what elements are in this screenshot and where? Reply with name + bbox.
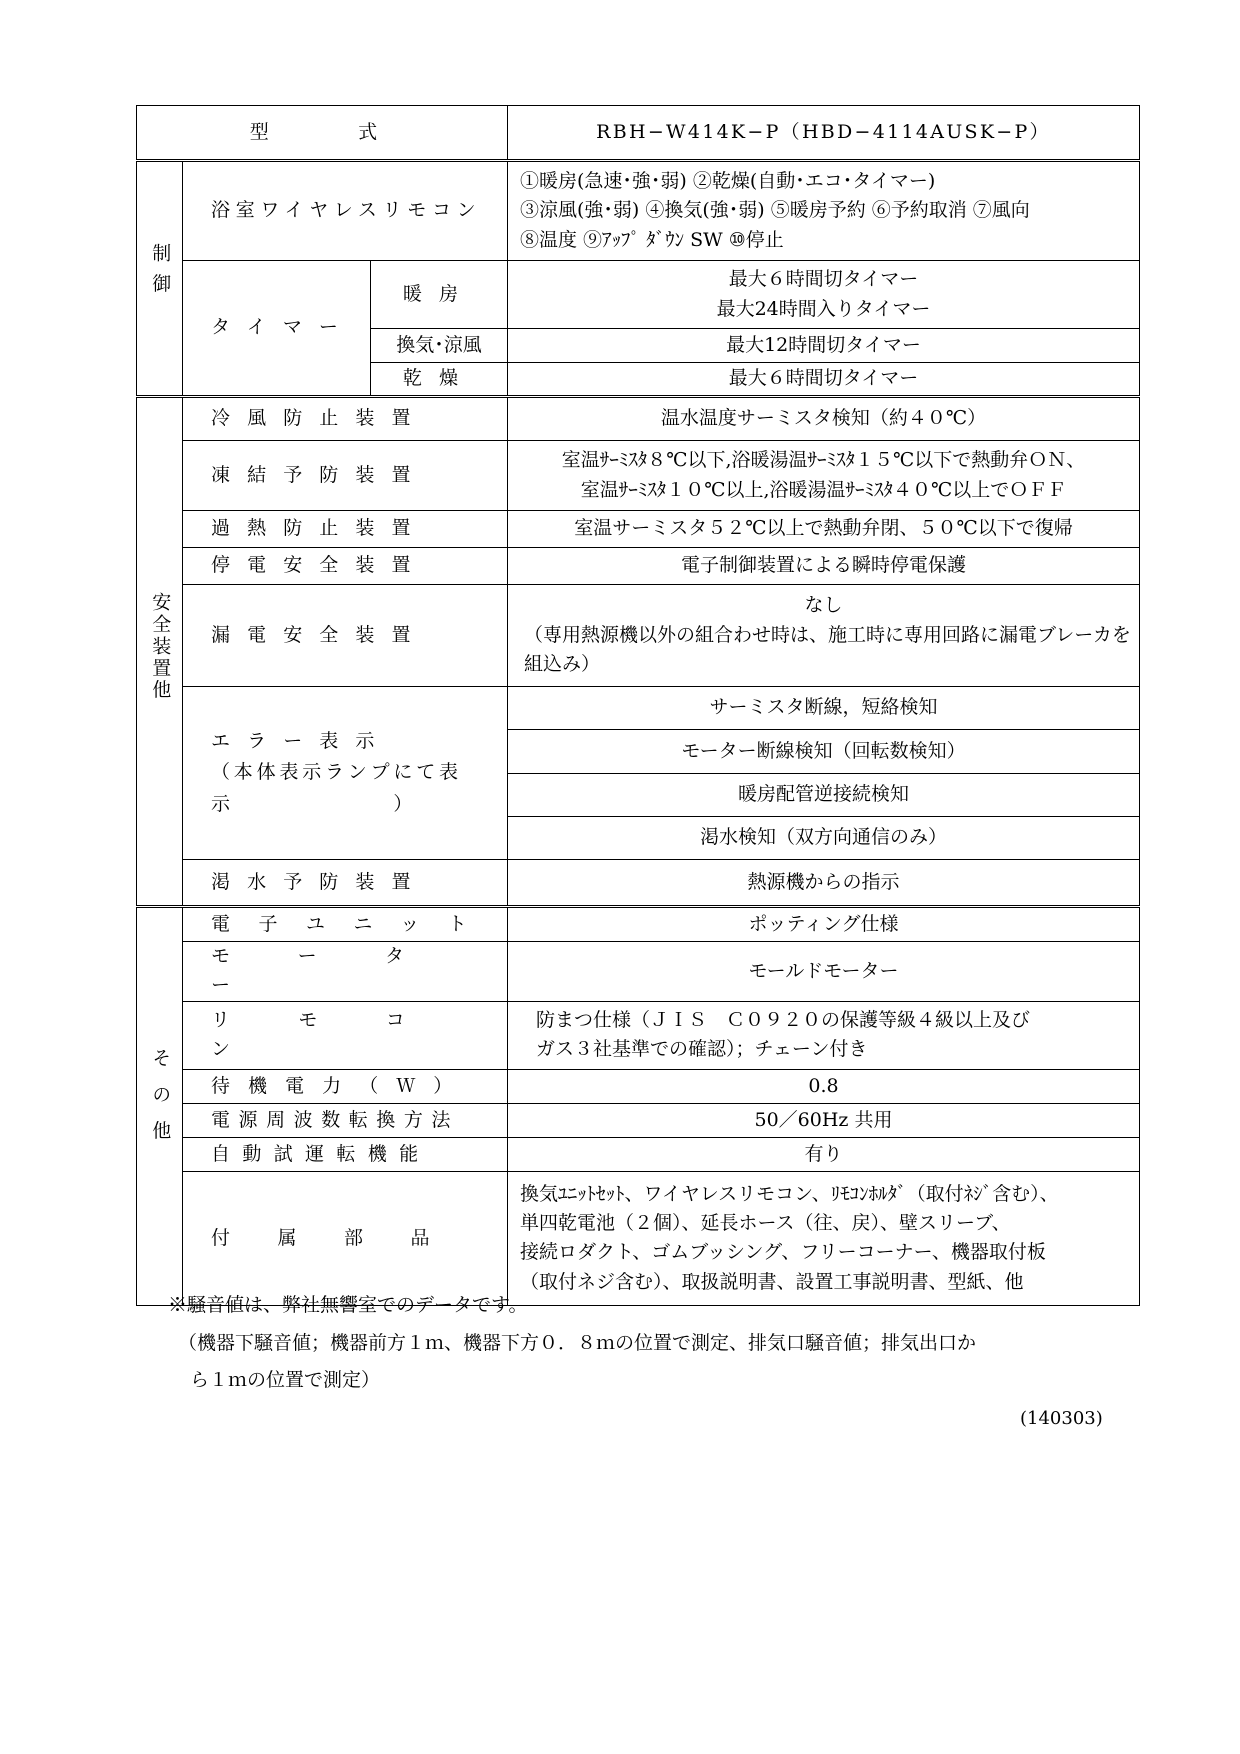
electronic-value: ポッティング仕様 — [508, 907, 1140, 942]
noise-note-2: （機器下騒音値；機器前方１ｍ、機器下方０．８ｍの位置で測定、排気口騒音値；排気出口か — [178, 1332, 977, 1354]
group-safety — [137, 397, 183, 907]
timer-vent-value: 最大12時間切タイマー — [508, 329, 1140, 363]
leak-value — [508, 585, 1140, 687]
leak-line-1: なし — [804, 594, 843, 617]
freq-value: 50／60Hz 共用 — [508, 1103, 1140, 1137]
accessories-line-4: （取付ネジ含む）、取扱説明書、設置工事説明書、型紙、他 — [520, 1270, 1024, 1293]
error-item-1: サーミスタ断線，短絡検知 — [508, 687, 1140, 730]
remote-label: 浴室ワイヤレスリモコン — [183, 161, 508, 261]
error-item-2: モーター断線検知（回転数検知） — [508, 730, 1140, 774]
accessories-label: 付属部品 — [183, 1171, 508, 1305]
document-code: (140303) — [1020, 1408, 1103, 1429]
timer-heating-line-2: 最大24時間入りタイマー — [716, 297, 931, 320]
group-control — [137, 161, 183, 397]
outage-label: 停電安全装置 — [183, 548, 508, 585]
motor-value: モールドモーター — [508, 942, 1140, 1002]
remote-spec-line-1: 防まつ仕様（ＪＩＳ Ｃ０９２０の保護等級４級以上及び — [536, 1008, 1031, 1031]
timer-heating-label: 暖房 — [371, 261, 508, 329]
timer-heating-line-1: 最大６時間切タイマー — [728, 268, 919, 291]
drought-label: 渇水予防装置 — [183, 860, 508, 907]
remote-line-2: ③涼風(強･弱) ④換気(強･弱) ⑤暖房予約 ⑥予約取消 ⑦風向 — [520, 199, 1030, 222]
timer-label: タイマー — [183, 261, 371, 397]
header-label: 型 式 — [137, 106, 508, 161]
standby-label: 待機電力（Ｗ） — [183, 1069, 508, 1103]
noise-note-3: ら１ｍの位置で測定） — [190, 1369, 381, 1391]
group-other-label: その他 — [149, 1047, 172, 1156]
drought-value: 熱源機からの指示 — [508, 860, 1140, 907]
remote-line-1: ①暖房(急速･強･弱) ②乾燥(自動･エコ･タイマー) — [520, 169, 936, 192]
cold-air-label: 冷風防止装置 — [183, 397, 508, 441]
outage-value: 電子制御装置による瞬時停電保護 — [508, 548, 1140, 585]
error-item-4: 渇水検知（双方向通信のみ） — [508, 817, 1140, 860]
accessories-line-2: 単四乾電池（２個）、延長ホース（往、戻）、壁スリーブ、 — [520, 1211, 1011, 1234]
error-label-line-2: （本体表示ランプにて表 — [211, 761, 462, 784]
timer-dry-label: 乾燥 — [371, 363, 508, 397]
freeze-line-1: 室温ｻｰﾐｽﾀ８℃以下,浴暖湯温ｻｰﾐｽﾀ１５℃以下で熱動弁ＯＮ、 — [561, 449, 1086, 472]
timer-dry-value: 最大６時間切タイマー — [508, 363, 1140, 397]
freeze-value — [508, 441, 1140, 511]
remote-spec-label: リモコン — [183, 1001, 508, 1069]
timer-vent-label: 換気･涼風 — [371, 329, 508, 363]
accessories-line-1: 換気ﾕﾆｯﾄｾｯﾄ、ワイヤレスリモコン、ﾘﾓｺﾝﾎﾙﾀﾞ（取付ﾈｼﾞ含む）、 — [520, 1182, 1059, 1205]
motor-label: モーター — [183, 942, 508, 1002]
model-number: RBH−W414K−P（HBD−4114AUSK−P） — [508, 106, 1140, 161]
remote-spec-line-2: ガス３社基準での確認）；チェーン付き — [536, 1038, 868, 1061]
noise-note-1: ※騒音値は、弊社無響室でのデータです。 — [168, 1294, 528, 1316]
freq-label: 電源周波数転換方法 — [183, 1103, 508, 1137]
spec-table — [136, 105, 1140, 1306]
group-other — [137, 907, 183, 1306]
electronic-label: 電子ユニット — [183, 907, 508, 942]
accessories-value — [508, 1171, 1140, 1305]
freeze-label: 凍結予防装置 — [183, 441, 508, 511]
remote-functions — [508, 161, 1140, 261]
auto-test-label: 自動試運転機能 — [183, 1137, 508, 1171]
error-item-3: 暖房配管逆接続検知 — [508, 774, 1140, 817]
standby-value: 0.8 — [508, 1069, 1140, 1103]
group-safety-label: 安全装置他 — [149, 592, 172, 702]
remote-spec-value — [508, 1001, 1140, 1069]
error-label-line-1: エラー表示 — [211, 729, 392, 752]
freeze-line-2: 室温ｻｰﾐｽﾀ１０℃以上,浴暖湯温ｻｰﾐｽﾀ４０℃以上でＯＦＦ — [580, 478, 1067, 501]
leak-line-2: （専用熱源機以外の組合わせ時は、施工時に専用回路に漏電ブレーカを組込み） — [524, 623, 1131, 676]
remote-line-3: ⑧温度 ⑨ｱｯﾌﾟ ﾀﾞｳﾝ SW ⑩停止 — [520, 228, 784, 251]
error-label — [183, 687, 508, 860]
group-control-label: 制御 — [149, 243, 172, 305]
auto-test-value: 有り — [508, 1137, 1140, 1171]
overheat-value: 室温サーミスタ５２℃以上で熱動弁閉、５０℃以下で復帰 — [508, 511, 1140, 548]
accessories-line-3: 接続ロダクト、ゴムブッシング、フリーコーナー、機器取付板 — [520, 1241, 1046, 1264]
cold-air-value: 温水温度サーミスタ検知（約４０℃） — [508, 397, 1140, 441]
timer-heating-value — [508, 261, 1140, 329]
error-label-line-3: 示 ） — [211, 792, 417, 815]
leak-label: 漏電安全装置 — [183, 585, 508, 687]
overheat-label: 過熱防止装置 — [183, 511, 508, 548]
